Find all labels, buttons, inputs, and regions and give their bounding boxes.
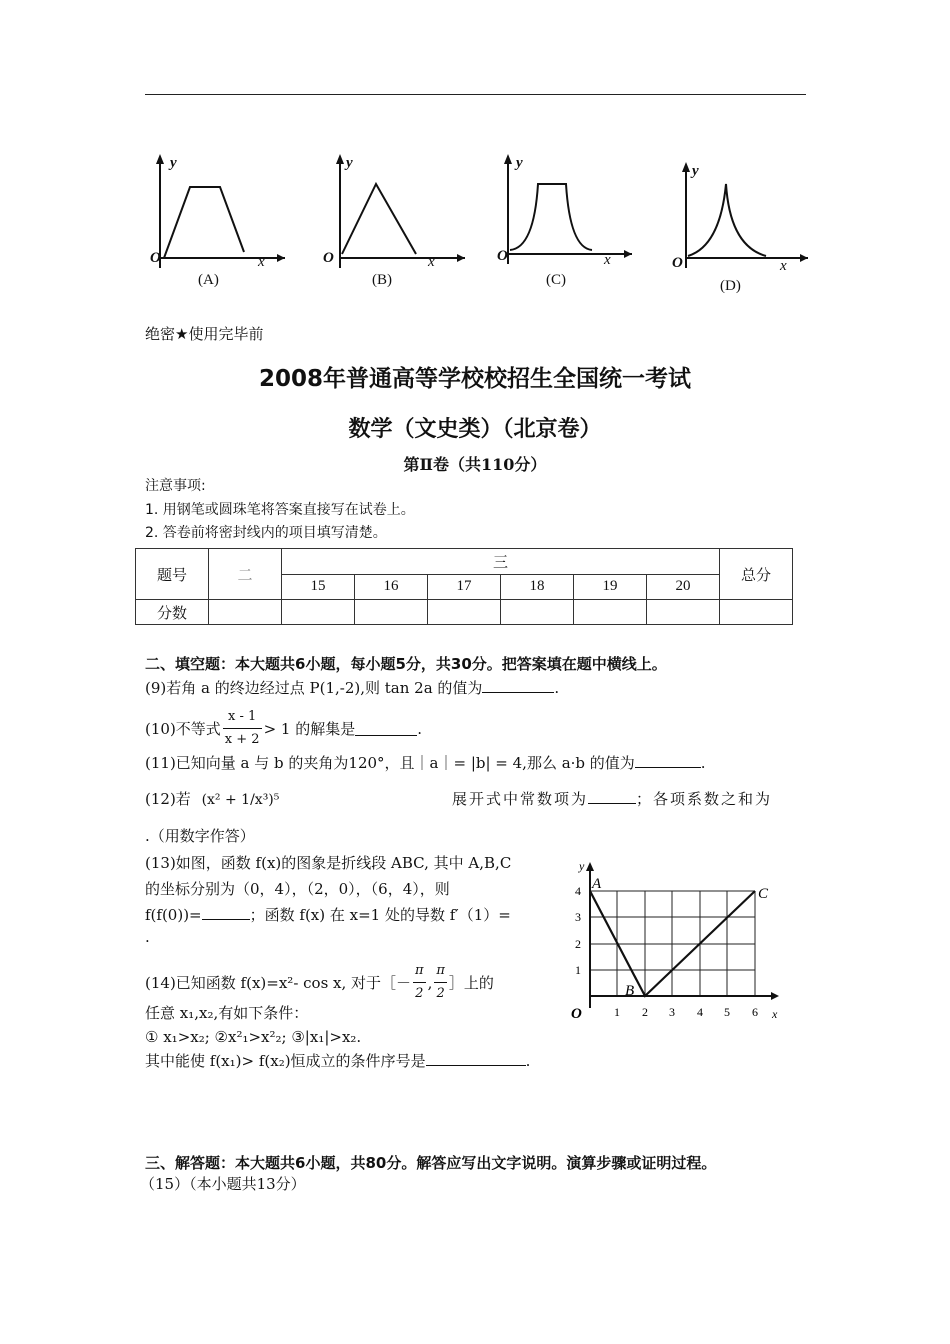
score-cell[interactable] [501, 600, 574, 625]
question-12-right [452, 788, 772, 810]
question-10-fraction [223, 706, 262, 751]
question-12 [145, 788, 279, 811]
question-15: （15）（本小题共13分） [140, 1175, 306, 1193]
score-cell[interactable] [720, 600, 793, 625]
figure-x-label: x [772, 1007, 778, 1021]
graph-c-origin: O [497, 248, 508, 264]
fraction-pi-over-2 [413, 960, 426, 1005]
top-rule [145, 94, 806, 95]
question-14-text-c: 其中能使 f(x₁)> f(x₂)恒成立的条件序号是 [145, 1052, 426, 1070]
question-13-line-3 [145, 904, 545, 926]
table-subheader: 16 [355, 574, 428, 600]
x-tick: 4 [697, 1005, 703, 1019]
answer-blank[interactable] [426, 1051, 526, 1066]
score-cell[interactable] [574, 600, 647, 625]
table-subheader: 15 [282, 574, 355, 600]
exam-subtitle: 数学（文史类）（北京卷） [348, 417, 602, 442]
question-10: (10)不等式 $\frac{x - 1}{x + 2}$ > 1 的解集是 . [145, 706, 422, 751]
origin-label: O [571, 1006, 582, 1022]
graph-a-origin: O [150, 250, 161, 266]
graph-a [140, 150, 290, 280]
graph-c-x-label: x [604, 252, 611, 268]
question-12-text: (12)若 [145, 790, 191, 808]
fraction-denominator: 2 [415, 986, 424, 1001]
x-tick: 1 [614, 1005, 620, 1019]
graph-d [668, 158, 818, 288]
graph-a-y-label: y [170, 155, 177, 171]
question-14-text-a: (14)已知函数 f(x)=x²- cos x, 对于［－ [145, 973, 412, 992]
x-tick: 2 [642, 1005, 648, 1019]
fraction-denominator: 2 [436, 986, 445, 1001]
table-subheader: 18 [501, 574, 574, 600]
graph-d-origin: O [672, 255, 683, 271]
question-12-expression: (x² + 1/x³)⁵ [201, 792, 280, 808]
table-subheader: 17 [428, 574, 501, 600]
score-cell[interactable] [209, 600, 282, 625]
question-9: (9)若角 a 的终边经过点 P(1,-2),则 tan 2a 的值为 . [145, 679, 560, 697]
table-subheader: 19 [574, 574, 647, 600]
score-table [135, 548, 793, 625]
question-11: (11)已知向量 a 与 b 的夹角为120°，且｜a｜= |b| = 4,那么 a·b 的值为 . [145, 754, 706, 772]
answer-blank[interactable] [202, 905, 250, 920]
question-10-text: (10)不等式 [145, 719, 221, 738]
y-tick: 3 [575, 910, 581, 924]
graph-a-label: (A) [198, 272, 219, 288]
fraction-denominator: x + 2 [224, 732, 260, 747]
question-11-text: (11)已知向量 a 与 b 的夹角为120°，且｜a｜= |b| = 4,那么 a·b 的值为 [145, 754, 635, 772]
point-c-label: C [758, 886, 769, 902]
x-tick: 6 [752, 1005, 758, 1019]
question-13-text-b: ；函数 f(x) 在 x=1 处的导数 f′（1）= [249, 906, 511, 924]
fraction-pi-over-2 [434, 960, 447, 1005]
section-three-heading: 三、解答题：本大题共6小题，共80分。解答应写出文字说明。演算步骤或证明过程。 [145, 1154, 717, 1172]
figure-y-label: y [579, 859, 585, 873]
y-tick: 2 [575, 937, 581, 951]
question-14-text-b: ］上的 [448, 973, 494, 992]
question-13-figure [565, 858, 795, 1023]
question-13 [145, 852, 545, 948]
table-row-score-label: 分数 [136, 600, 209, 625]
table-header-total: 总分 [720, 549, 793, 600]
x-tick: 3 [669, 1005, 675, 1019]
question-9-text: (9)若角 a 的终边经过点 P(1,-2),则 tan 2a 的值为 [145, 679, 483, 697]
figure-grid [590, 891, 755, 996]
answer-blank[interactable] [588, 789, 636, 804]
table-subheader: 20 [647, 574, 720, 600]
y-tick: 4 [575, 884, 581, 898]
table-header-question-no: 题号 [136, 549, 209, 600]
fraction-numerator: π [434, 960, 447, 983]
graph-c-y-label: y [516, 155, 523, 171]
score-cell[interactable] [647, 600, 720, 625]
fraction-numerator: x - 1 [223, 706, 262, 729]
x-tick: 5 [724, 1005, 730, 1019]
table-header-section-two: 二 [209, 549, 282, 600]
graph-d-label: (D) [720, 278, 741, 294]
score-cell[interactable] [282, 600, 355, 625]
table-header-section-three: 三 [282, 549, 720, 575]
graph-b-y-label: y [346, 155, 353, 171]
question-10-text-b: > 1 的解集是 [263, 719, 356, 738]
question-13-line-1: (13)如图，函数 f(x)的图象是折线段 ABC, 其中 A,B,C [145, 854, 512, 872]
graph-d-x-label: x [780, 258, 787, 274]
question-13-line-2: 的坐标分别为（0，4），（2，0），（6，4），则 [145, 880, 450, 898]
fraction-numerator: π [413, 960, 426, 983]
secret-mark: 绝密★使用完毕前 [145, 325, 264, 343]
graph-a-x-label: x [258, 254, 265, 270]
graph-b-label: (B) [372, 272, 392, 288]
question-12-end: .（用数字作答） [145, 827, 255, 845]
question-14-line-1: (14)已知函数 f(x)=x²- cos x, 对于［－ $\frac{\pi}{2}$ , $\frac{\pi}{2}$ ］上的 [145, 960, 494, 1005]
note-item-1: 1. 用钢笔或圆珠笔将答案直接写在试卷上。 [145, 502, 415, 518]
graph-b-origin: O [323, 250, 334, 266]
question-14-line-4: 其中能使 f(x₁)> f(x₂)恒成立的条件序号是 . [145, 1052, 531, 1070]
score-cell[interactable] [355, 600, 428, 625]
question-12-text-b: 展开式中常数项为 [452, 790, 589, 808]
exam-part: 第Ⅱ卷（共110分） [403, 455, 547, 474]
answer-blank[interactable] [482, 678, 554, 693]
score-cell[interactable] [428, 600, 501, 625]
answer-blank[interactable] [635, 753, 701, 768]
graph-b [320, 150, 470, 280]
notes-heading: 注意事项: [145, 478, 206, 494]
point-a-label: A [592, 876, 602, 892]
question-13-text-a: f(f(0))= [145, 906, 202, 924]
exam-title: 2008年普通高等学校校招生全国统一考试 [258, 366, 691, 392]
graph-c [492, 150, 642, 280]
question-13-line-4: . [145, 928, 150, 946]
answer-blank[interactable] [355, 721, 417, 736]
section-two-heading: 二、填空题：本大题共6小题，每小题5分，共30分。把答案填在题中横线上。 [145, 655, 667, 673]
y-tick: 1 [575, 963, 581, 977]
graph-b-x-label: x [428, 254, 435, 270]
point-b-label: B [625, 983, 635, 999]
question-14-line-3: ① x₁>x₂; ②x²₁>x²₂; ③|x₁|>x₂. [145, 1028, 362, 1046]
graph-d-y-label: y [692, 163, 699, 179]
graph-c-label: (C) [546, 272, 566, 288]
question-12-text-c: ；各项系数之和为 [636, 790, 773, 808]
note-item-2: 2. 答卷前将密封线内的项目填写清楚。 [145, 525, 387, 541]
question-14-line-2: 任意 x₁,x₂,有如下条件： [145, 1004, 309, 1022]
